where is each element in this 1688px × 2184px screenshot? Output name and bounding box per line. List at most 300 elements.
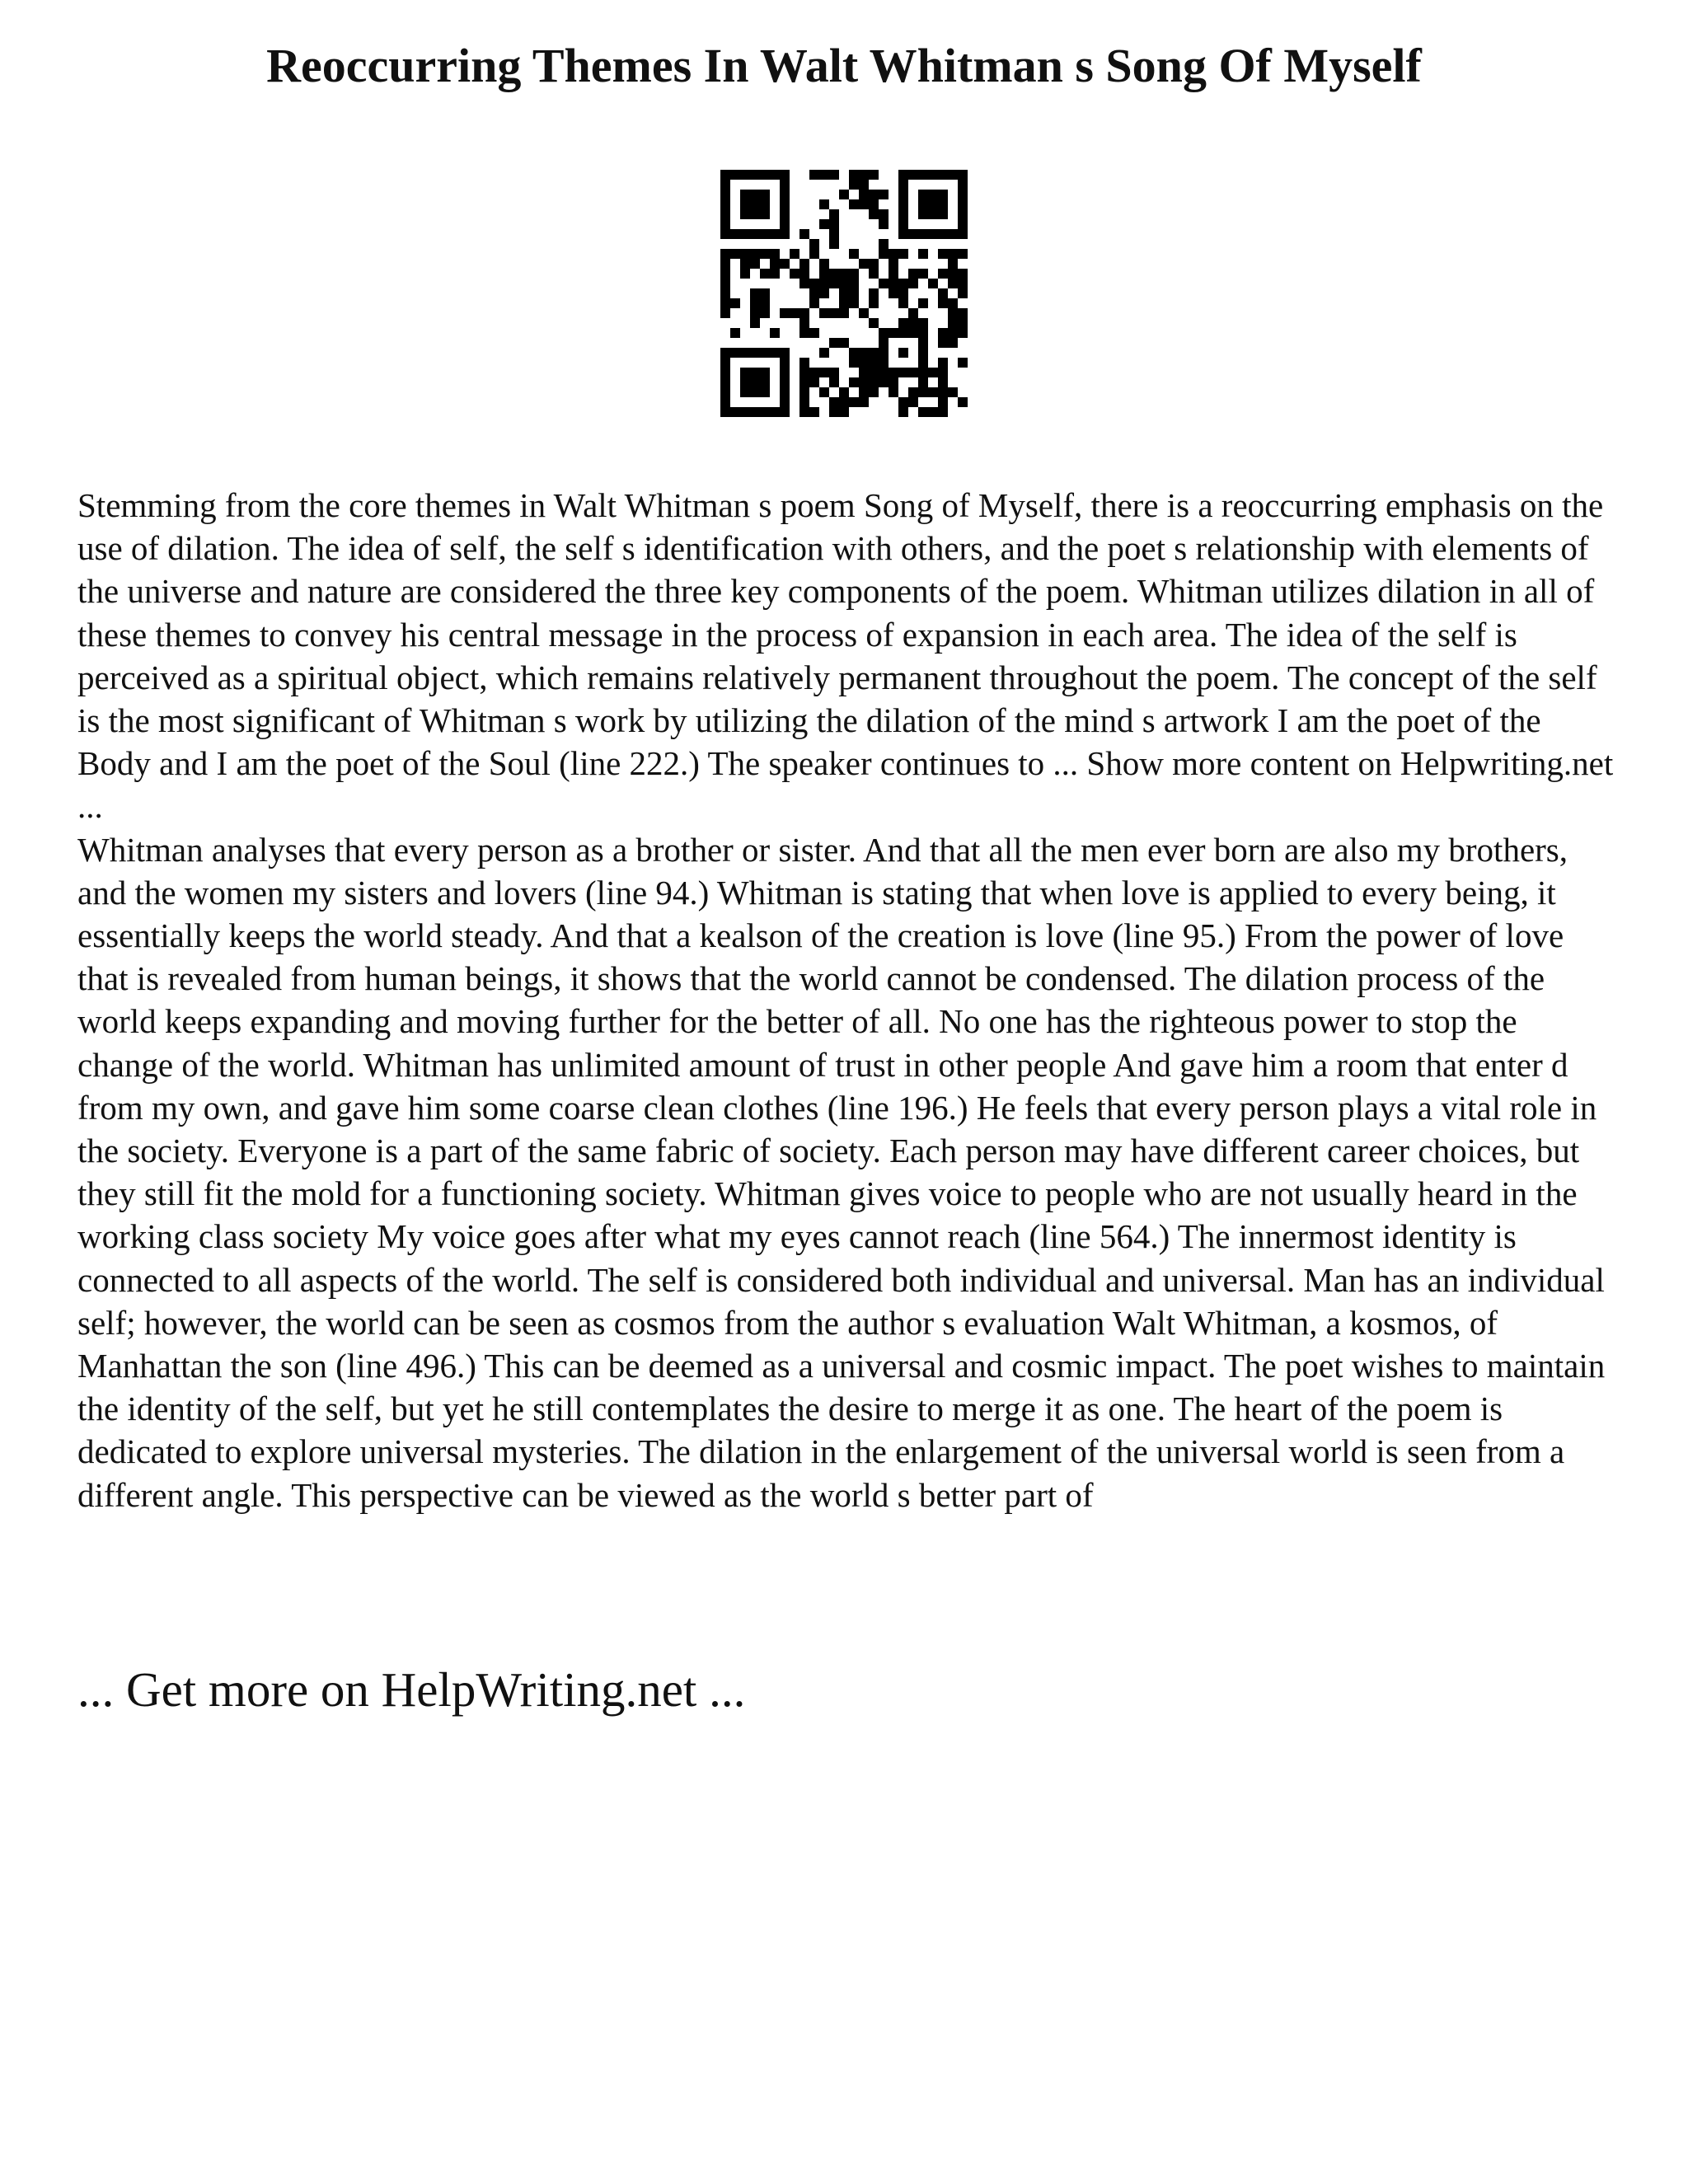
qr-module <box>879 249 889 259</box>
qr-module <box>938 368 948 377</box>
qr-module <box>918 209 928 219</box>
qr-module <box>829 308 839 318</box>
qr-module <box>879 279 889 288</box>
qr-module <box>750 259 760 269</box>
qr-module <box>720 358 730 368</box>
qr-module <box>790 269 799 279</box>
qr-module <box>819 288 829 298</box>
qr-module <box>869 209 879 219</box>
qr-module <box>720 229 730 239</box>
qr-module <box>859 348 869 358</box>
qr-module <box>770 269 780 279</box>
qr-module <box>760 298 770 308</box>
qr-module <box>730 170 740 180</box>
qr-module <box>938 209 948 219</box>
qr-module <box>879 358 889 368</box>
qr-module <box>839 407 849 417</box>
qr-module <box>849 358 859 368</box>
qr-module <box>958 279 968 288</box>
qr-module <box>770 348 780 358</box>
qr-module <box>750 209 760 219</box>
qr-module <box>869 368 879 377</box>
qr-module <box>889 377 898 387</box>
qr-module <box>918 328 928 338</box>
qr-module <box>770 259 780 269</box>
qr-module <box>928 190 938 199</box>
qr-module <box>819 348 829 358</box>
qr-module <box>958 288 968 298</box>
qr-module <box>750 190 760 199</box>
qr-module <box>750 407 760 417</box>
qr-module <box>819 279 829 288</box>
qr-module <box>760 170 770 180</box>
qr-module <box>790 308 799 318</box>
qr-module <box>839 279 849 288</box>
qr-module <box>898 397 908 407</box>
qr-module <box>889 387 898 397</box>
qr-module <box>780 377 790 387</box>
qr-module <box>869 170 879 180</box>
qr-module <box>809 407 819 417</box>
qr-module <box>809 288 819 298</box>
qr-module <box>770 407 780 417</box>
qr-module <box>750 348 760 358</box>
qr-module <box>740 190 750 199</box>
qr-module <box>740 249 750 259</box>
qr-module <box>938 249 948 259</box>
qr-module <box>819 308 829 318</box>
qr-module <box>879 348 889 358</box>
qr-module <box>740 407 750 417</box>
qr-module <box>760 229 770 239</box>
qr-module <box>720 209 730 219</box>
qr-module <box>859 397 869 407</box>
qr-module <box>760 209 770 219</box>
article-body <box>77 484 1619 1516</box>
qr-module <box>948 269 958 279</box>
qr-module <box>839 397 849 407</box>
qr-module <box>809 170 819 180</box>
qr-module <box>829 338 839 348</box>
qr-module <box>938 338 948 348</box>
qr-module <box>928 229 938 239</box>
qr-module <box>740 348 750 358</box>
qr-module <box>829 279 839 288</box>
qr-module <box>780 348 790 358</box>
qr-module <box>849 288 859 298</box>
qr-module <box>958 269 968 279</box>
qr-module <box>799 368 809 377</box>
qr-module <box>889 249 898 259</box>
qr-module <box>948 259 958 269</box>
qr-module <box>760 308 770 318</box>
qr-module <box>948 318 958 328</box>
qr-module <box>819 170 829 180</box>
qr-module <box>839 288 849 298</box>
qr-module <box>948 298 958 308</box>
qr-module <box>849 279 859 288</box>
qr-module <box>958 209 968 219</box>
qr-module <box>819 199 829 209</box>
qr-module <box>750 249 760 259</box>
qr-module <box>958 308 968 318</box>
qr-module <box>760 249 770 259</box>
qr-module <box>859 368 869 377</box>
qr-module <box>720 387 730 397</box>
qr-module <box>958 358 968 368</box>
qr-module <box>938 358 948 368</box>
qr-module <box>869 259 879 269</box>
qr-module <box>898 328 908 338</box>
qr-module <box>938 199 948 209</box>
qr-module <box>948 279 958 288</box>
qr-module <box>869 269 879 279</box>
qr-module <box>928 199 938 209</box>
qr-module <box>750 298 760 308</box>
get-more-link[interactable]: ... Get more on HelpWriting.net ... <box>77 1662 746 1717</box>
paragraph-1: Stemming from the core themes in Walt Whitman s poem Song of Myself, there is a reoccurring emphasis on the use of dilation. The idea of self, the self s identification with others, and the poet s relationship with elements of the universe and nature are considered the three key components of the poem. Whitman utilizes dilation in all of these themes to convey his central message in the process of expansion in each area. The idea of the self is perceived as a spiritual object, which remains relatively permanent throughout the poem. The concept of the self is the most significant of Whitman s work by utilizing the dilation of the mind s artwork I am the poet of the Body and I am the poet of the Soul (line 222.) The speaker continues to ... Show more content on Helpwriting.net ... <box>77 486 1614 826</box>
qr-module <box>799 377 809 387</box>
qr-module <box>938 328 948 338</box>
qr-module <box>869 348 879 358</box>
qr-module <box>740 259 750 269</box>
qr-module <box>829 269 839 279</box>
qr-module <box>720 368 730 377</box>
qr-module <box>938 170 948 180</box>
qr-module <box>819 387 829 397</box>
qr-module <box>740 229 750 239</box>
qr-module <box>928 209 938 219</box>
qr-module <box>809 377 819 387</box>
qr-module <box>799 358 809 368</box>
qr-module <box>760 348 770 358</box>
qr-module <box>958 180 968 190</box>
qr-module <box>720 249 730 259</box>
qr-module <box>829 209 839 219</box>
qr-module <box>918 387 928 397</box>
qr-module <box>898 249 908 259</box>
qr-module <box>889 259 898 269</box>
qr-module <box>898 180 908 190</box>
qr-module <box>740 368 750 377</box>
qr-module <box>938 190 948 199</box>
qr-module <box>958 219 968 229</box>
qr-module <box>839 387 849 397</box>
qr-module <box>898 298 908 308</box>
qr-module <box>760 407 770 417</box>
qr-module <box>908 318 918 328</box>
qr-module <box>740 209 750 219</box>
qr-module <box>799 259 809 269</box>
qr-module <box>918 170 928 180</box>
qr-module <box>720 348 730 358</box>
qr-module <box>908 308 918 318</box>
qr-module <box>829 368 839 377</box>
qr-module <box>720 190 730 199</box>
qr-module <box>720 180 730 190</box>
qr-module <box>869 387 879 397</box>
qr-module <box>849 269 859 279</box>
qr-module <box>938 269 948 279</box>
qr-module <box>799 397 809 407</box>
paragraph-2: Whitman analyses that every person as a brother or sister. And that all the men ever born are also my brothers, and the women my sisters and lovers (line 94.) Whitman is stating that when love is applied to every being, it essentially keeps the world steady. And that a kealson of the creation is love (line 95.) From the power of love that is revealed from human beings, it shows that the world cannot be condensed. The dilation process of the world keeps expanding and moving further for the better of all. No one has the righteous power to stop the change of the world. Whitman has unlimited amount of trust in other people And gave him a room that enter d from my own, and gave him some coarse clean clothes (line 196.) He feels that every person plays a vital role in the society. Everyone is a part of the same fabric of society. Each person may have different career choices, but they still fit the mold for a functioning society. Whitman gives voice to people who are not usually heard in the working class society My voice goes after what my eyes cannot reach (line 564.) The innermost identity is connected to all aspects of the world. The self is considered both individual and universal. Man has an individual self; however, the world can be seen as cosmos from the author s evaluation Walt Whitman, a kosmos, of Manhattan the son (line 496.) This can be deemed as a universal and cosmic impact. The poet wishes to maintain the identity of the self, but yet he still contemplates the desire to merge it as one. The heart of the poem is dedicated to explore universal mysteries. The dilation in the enlargement of the universal world is seen from a different angle. This perspective can be viewed as the world s better part of <box>77 830 1606 1514</box>
qr-module <box>918 229 928 239</box>
qr-module <box>879 219 889 229</box>
qr-module <box>809 279 819 288</box>
qr-module <box>908 328 918 338</box>
qr-module <box>799 279 809 288</box>
qr-module <box>849 298 859 308</box>
qr-module <box>780 397 790 407</box>
qr-module <box>928 170 938 180</box>
qr-module <box>829 377 839 387</box>
qr-module <box>918 338 928 348</box>
qr-module <box>720 298 730 308</box>
qr-module <box>908 279 918 288</box>
qr-module <box>780 190 790 199</box>
qr-module <box>829 229 839 239</box>
qr-module <box>879 368 889 377</box>
qr-module <box>750 199 760 209</box>
qr-module <box>918 199 928 209</box>
qr-module <box>859 190 869 199</box>
qr-module <box>770 249 780 259</box>
qr-module <box>898 229 908 239</box>
qr-module <box>879 328 889 338</box>
qr-module <box>869 199 879 209</box>
qr-module <box>938 377 948 387</box>
qr-module <box>859 199 869 209</box>
qr-module <box>849 249 859 259</box>
qr-module <box>760 368 770 377</box>
qr-module <box>799 407 809 417</box>
qr-module <box>928 407 938 417</box>
qr-module <box>809 328 819 338</box>
qr-module <box>869 298 879 308</box>
qr-module <box>948 229 958 239</box>
qr-module <box>898 368 908 377</box>
qr-module <box>839 338 849 348</box>
qr-module <box>859 377 869 387</box>
qr-module <box>849 199 859 209</box>
qr-module <box>958 229 968 239</box>
qr-module <box>928 279 938 288</box>
qr-module <box>958 249 968 259</box>
qr-module <box>869 377 879 387</box>
qr-module <box>928 387 938 397</box>
qr-module <box>879 190 889 199</box>
qr-module <box>750 368 760 377</box>
qr-module <box>750 318 760 328</box>
qr-module <box>938 387 948 397</box>
qr-module <box>740 170 750 180</box>
qr-module <box>869 288 879 298</box>
qr-module <box>750 308 760 318</box>
qr-module <box>889 288 898 298</box>
qr-module <box>799 229 809 239</box>
qr-module <box>849 397 859 407</box>
qr-module <box>889 368 898 377</box>
qr-module <box>760 190 770 199</box>
qr-module <box>770 328 780 338</box>
qr-module <box>918 269 928 279</box>
qr-module <box>819 259 829 269</box>
qr-module <box>948 338 958 348</box>
qr-module <box>730 249 740 259</box>
qr-module <box>730 229 740 239</box>
qr-module <box>730 407 740 417</box>
qr-module <box>859 180 869 190</box>
qr-module <box>859 170 869 180</box>
qr-module <box>720 288 730 298</box>
qr-module <box>839 308 849 318</box>
qr-module <box>780 407 790 417</box>
qr-module <box>918 407 928 417</box>
qr-module <box>928 368 938 377</box>
qr-module <box>908 387 918 397</box>
qr-module <box>760 288 770 298</box>
qr-module <box>898 219 908 229</box>
qr-module <box>938 229 948 239</box>
qr-module <box>780 358 790 368</box>
qr-module <box>740 199 750 209</box>
qr-module <box>958 328 968 338</box>
qr-module <box>958 190 968 199</box>
qr-module <box>780 229 790 239</box>
qr-module <box>958 170 968 180</box>
qr-module <box>809 239 819 249</box>
qr-module <box>780 368 790 377</box>
qr-module <box>879 239 889 249</box>
qr-module <box>918 190 928 199</box>
qr-module <box>819 219 829 229</box>
qr-module <box>898 348 908 358</box>
qr-module <box>908 170 918 180</box>
qr-module <box>898 190 908 199</box>
qr-module <box>958 397 968 407</box>
qr-module <box>879 377 889 387</box>
qr-module <box>720 170 730 180</box>
qr-module <box>720 269 730 279</box>
qr-module <box>869 318 879 328</box>
qr-module <box>908 397 918 407</box>
qr-module <box>740 387 750 397</box>
qr-module <box>869 358 879 368</box>
qr-module <box>829 170 839 180</box>
qr-module <box>859 259 869 269</box>
qr-module <box>720 199 730 209</box>
qr-module <box>918 298 928 308</box>
qr-module <box>918 368 928 377</box>
qr-module <box>938 397 948 407</box>
qr-module <box>770 229 780 239</box>
qr-module <box>750 288 760 298</box>
qr-module <box>889 328 898 338</box>
qr-module <box>760 387 770 397</box>
qr-module <box>799 308 809 318</box>
qr-module <box>760 377 770 387</box>
qr-module <box>730 328 740 338</box>
qr-module <box>908 229 918 239</box>
qr-module <box>849 348 859 358</box>
qr-module <box>918 318 928 328</box>
qr-module <box>938 298 948 308</box>
qr-module <box>720 397 730 407</box>
qr-module <box>839 298 849 308</box>
qr-module <box>720 377 730 387</box>
qr-code-graphic <box>720 170 968 417</box>
qr-module <box>859 387 869 397</box>
qr-module <box>879 338 889 348</box>
qr-module <box>829 407 839 417</box>
qr-module <box>720 279 730 288</box>
qr-module <box>918 348 928 358</box>
qr-module <box>740 269 750 279</box>
qr-module <box>809 249 819 259</box>
qr-module <box>799 328 809 338</box>
qr-module <box>958 199 968 209</box>
qr-module <box>958 318 968 328</box>
qr-module <box>898 288 908 298</box>
qr-module <box>780 170 790 180</box>
qr-module <box>829 239 839 249</box>
qr-module <box>799 269 809 279</box>
qr-module <box>750 387 760 397</box>
qr-module <box>730 348 740 358</box>
qr-module <box>780 199 790 209</box>
qr-module <box>780 219 790 229</box>
qr-module <box>889 279 898 288</box>
qr-module <box>760 269 770 279</box>
qr-module <box>898 199 908 209</box>
qr-module <box>948 328 958 338</box>
qr-module <box>898 318 908 328</box>
qr-module <box>740 377 750 387</box>
qr-module <box>898 170 908 180</box>
qr-module <box>809 368 819 377</box>
qr-module <box>799 318 809 328</box>
qr-module <box>829 397 839 407</box>
qr-module <box>908 368 918 377</box>
qr-module <box>948 308 958 318</box>
qr-module <box>750 229 760 239</box>
qr-module <box>720 219 730 229</box>
qr-module <box>780 209 790 219</box>
qr-module <box>948 170 958 180</box>
qr-module <box>918 377 928 387</box>
qr-module <box>938 288 948 298</box>
qr-module <box>849 377 859 387</box>
qr-module <box>849 180 859 190</box>
qr-module <box>879 209 889 219</box>
qr-module <box>898 279 908 288</box>
qr-code-icon <box>720 170 968 417</box>
qr-module <box>898 209 908 219</box>
qr-module <box>829 219 839 229</box>
qr-module <box>918 358 928 368</box>
qr-module <box>859 308 869 318</box>
qr-module <box>799 387 809 397</box>
qr-module <box>948 387 958 397</box>
qr-module <box>889 269 898 279</box>
qr-module <box>948 249 958 259</box>
qr-module <box>730 298 740 308</box>
qr-module <box>790 249 799 259</box>
qr-module <box>780 180 790 190</box>
qr-module <box>720 259 730 269</box>
qr-module <box>898 407 908 417</box>
qr-module <box>869 190 879 199</box>
